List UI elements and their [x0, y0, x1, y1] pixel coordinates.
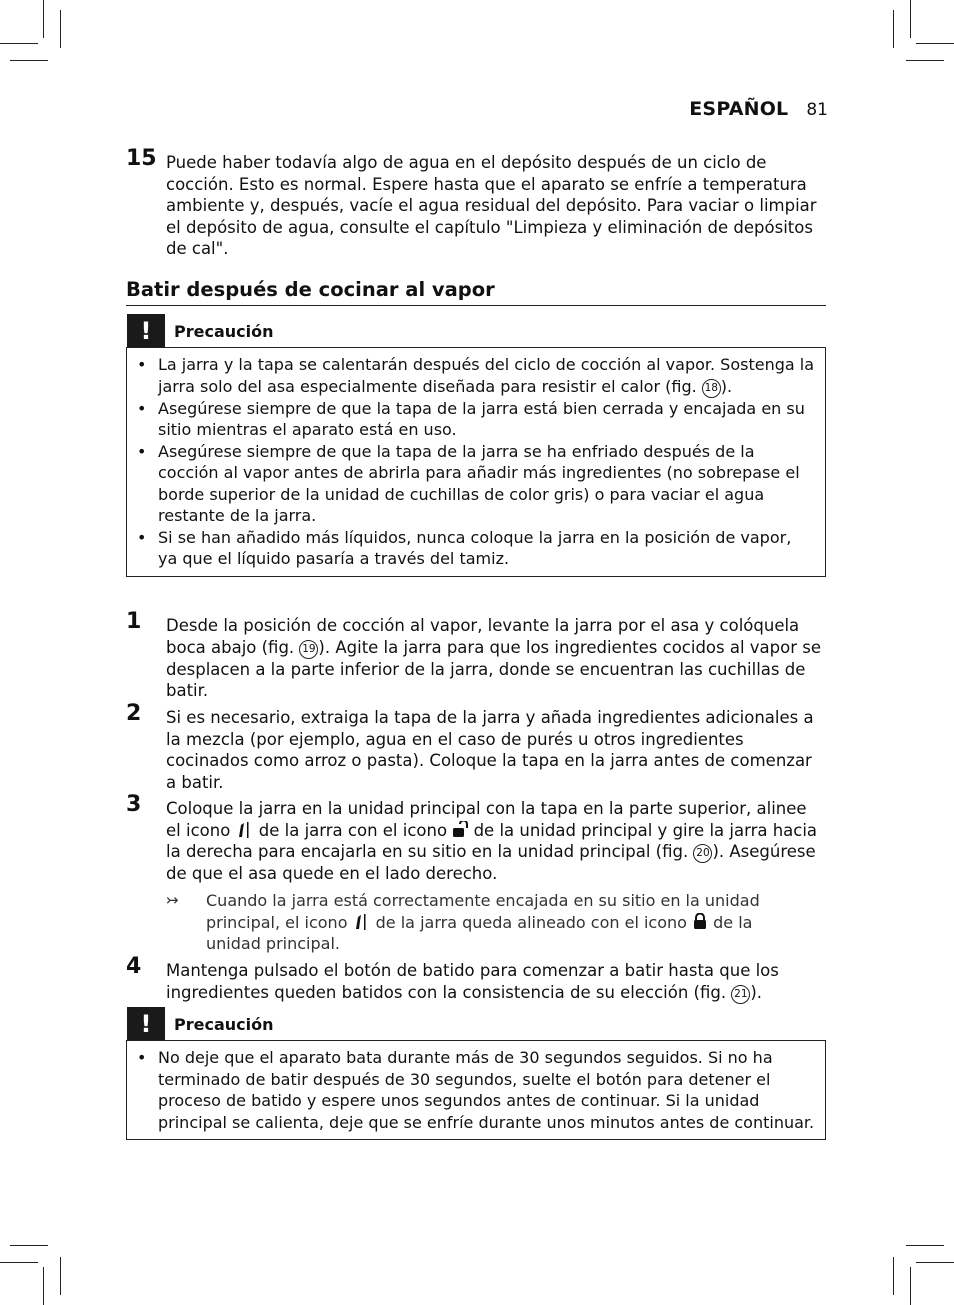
caution-item: • Si se han añadido más líquidos, nunca coloque la jarra en la posición de vapor, ya que el líquido pasaría a través del tamiz.: [127, 527, 825, 570]
crop-mark: [10, 60, 48, 61]
step-number: 3: [126, 792, 142, 817]
step-text: Mantenga pulsado el botón de batido para comenzar a batir hasta que los ingredientes queden batidos con la consistencia de su elección (fig. 21 ).: [166, 961, 779, 1002]
figure-ref: 18: [702, 379, 721, 398]
step-text: Si es necesario, extraiga la tapa de la jarra y añada ingredientes adicionales a la mezcla (por ejemplo, agua en el caso de purés u otros ingredientes cocinados como arroz o pasta). Coloque la tapa en la jarra antes de comenzar a batir.: [166, 708, 814, 792]
crop-mark: [916, 1262, 954, 1263]
page-header: [689, 98, 828, 120]
jar-icon: [236, 821, 254, 839]
caution-header: [126, 1007, 826, 1041]
step-1: [126, 609, 826, 702]
crop-mark: [60, 10, 61, 48]
step-number: 1: [126, 609, 142, 634]
crop-mark: [0, 43, 38, 44]
crop-mark: [916, 43, 954, 44]
crop-mark: [906, 1245, 944, 1246]
lock-icon: [692, 913, 708, 930]
caution-label: Precaución: [174, 1015, 274, 1034]
result-note: [166, 890, 806, 955]
crop-mark: [10, 1245, 48, 1246]
step-number: 2: [126, 701, 142, 726]
figure-ref: 21: [731, 985, 750, 1004]
figure-ref: 20: [693, 844, 712, 863]
caution-item: • No deje que el aparato bata durante más de 30 segundos seguidos. Si no ha terminado de batir después de 30 segundos, suelte el botón para detener el proceso de batido y espere unos segundos antes de continuar. Si la unidad principal se calienta, deje que se enfríe durante unos minutos antes de continuar.: [127, 1047, 825, 1133]
caution-box: [126, 1040, 826, 1140]
caution-item: • Asegúrese siempre de que la tapa de la jarra se ha enfriado después de la cocción al vapor antes de abrirla para añadir más ingredientes (no sobrepase el borde superior de la unidad de cuchillas de color gris) o para vaciar el agua restante de la jarra.: [127, 441, 825, 527]
step-2: [126, 701, 826, 793]
figure-ref: 19: [299, 640, 318, 659]
caution-item: • La jarra y la tapa se calentarán después del ciclo de cocción al vapor. Sostenga la jarra solo del asa especialmente diseñada para resistir el calor (fig. 18 ).: [127, 354, 825, 398]
step-text: Coloque la jarra en la unidad principal con la tapa en la parte superior, alinee el icono de la jarra con el icono de la unidad principal y gire la jarra hacia la derecha para encajarla en su sitio en la unidad principal (fig. 20 ). Asegúrese de que el asa quede en el lado derecho.: [166, 799, 818, 883]
step-text: Desde la posición de cocción al vapor, levante la jarra por el asa y colóquela boca abajo (fig. 19 ). Agite la jarra para que los ingredientes cocidos al vapor se desplacen a la parte inferior de la jarra, donde se encuentran las cuchillas de batir.: [166, 616, 822, 700]
crop-mark: [0, 1262, 38, 1263]
unlock-icon: [452, 821, 468, 838]
warning-icon: !: [127, 1007, 165, 1041]
step-4: [126, 954, 826, 1004]
step-15: [126, 146, 826, 260]
warning-icon: !: [127, 314, 165, 348]
step-number: 15: [126, 146, 157, 171]
language-label: ESPAÑOL: [689, 98, 789, 120]
arrow-icon: ↣: [166, 891, 179, 909]
step-3: [126, 792, 826, 885]
caution-label: Precaución: [174, 322, 274, 341]
page-number: 81: [806, 100, 828, 120]
crop-mark: [60, 1257, 61, 1295]
caution-box: [126, 347, 826, 577]
crop-mark: [893, 1257, 894, 1295]
step-number: 4: [126, 954, 142, 979]
crop-mark: [910, 0, 911, 38]
step-text: Puede haber todavía algo de agua en el depósito después de un ciclo de cocción. Esto es normal. Espere hasta que el aparato se enfríe a temperatura ambiente y, después, vacíe el agua residual del depósito. Para vaciar o limpiar el depósito de agua, consulte el capítulo "Limpieza y eliminación de depósitos de cal".: [166, 153, 817, 258]
crop-mark: [906, 60, 944, 61]
crop-mark: [43, 1267, 44, 1305]
jar-icon: [353, 913, 371, 931]
crop-mark: [43, 0, 44, 38]
crop-mark: [910, 1267, 911, 1305]
section-title: Batir después de cocinar al vapor: [126, 278, 826, 306]
result-text: Cuando la jarra está correctamente encajada en su sitio en la unidad principal, el icono de la jarra queda alineado con el icono de la unidad principal.: [206, 891, 760, 953]
caution-item: • Asegúrese siempre de que la tapa de la jarra está bien cerrada y encajada en su sitio mientras el aparato está en uso.: [127, 398, 825, 441]
caution-header: [126, 314, 826, 348]
crop-mark: [893, 10, 894, 48]
